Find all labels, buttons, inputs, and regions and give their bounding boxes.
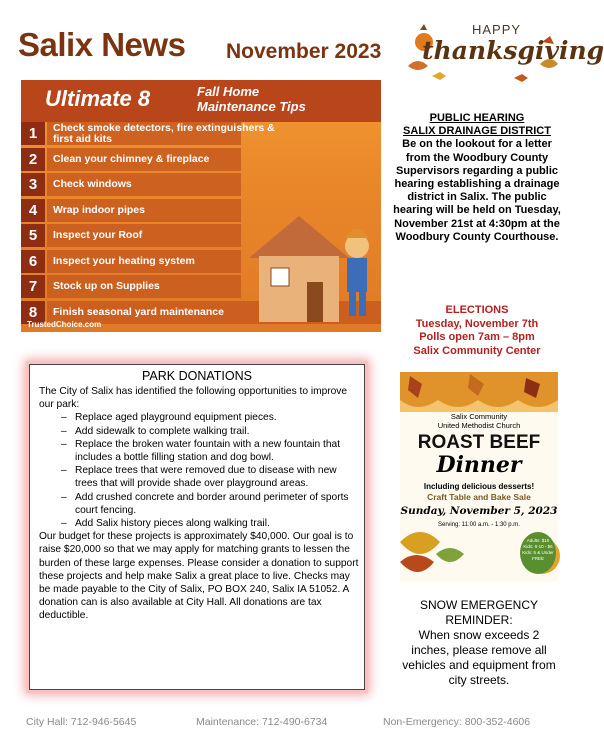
price-free: FREE [531, 556, 544, 561]
list-item: – Replace trees that were removed due to disease with new trees that will provide shade over playground areas. [75, 464, 359, 490]
tip-text: Inspect your heating system [53, 254, 195, 267]
dinner-price-badge [520, 532, 556, 574]
roast-beef-dinner-flyer [400, 372, 558, 582]
elections-notice [393, 304, 561, 358]
tip-row [21, 173, 381, 196]
snow-heading: SNOW EMERGENCY REMINDER: [419, 598, 538, 627]
hearing-body: Be on the lookout for a letter from the Woodbury County Supervisors regarding a public hearing establishing a drainage district in Salix. The public hearing will be held on Tuesday, November 21st at 4:30pm at the Woodbury County Courthouse. [393, 138, 561, 243]
tip-text: Clean your chimney & fireplace [53, 152, 210, 165]
elections-hours: Polls open 7am – 8pm [419, 331, 535, 344]
tip-text: Check windows [53, 178, 132, 190]
dinner-date: Sunday, November 5, 2023 [400, 505, 558, 517]
thanksgiving-graphic [402, 20, 604, 84]
poster-brand: TrustedChoice.com [27, 320, 102, 329]
list-item: – Add crushed concrete and border around perimeter of sports court fencing. [75, 491, 359, 517]
city-hall-phone: City Hall: 712-946-5645 [26, 716, 137, 728]
dinner-sale: Craft Table and Bake Sale [427, 492, 531, 502]
tip-number: 2 [21, 148, 45, 171]
dinner-desserts: Including delicious desserts! [423, 482, 535, 491]
tip-number: 3 [21, 173, 45, 196]
public-hearing-notice [393, 112, 561, 244]
tip-row [21, 148, 381, 171]
price-small-kids: Kids: 5 & Under [522, 550, 554, 555]
happy-label: HAPPY [472, 22, 522, 37]
hearing-heading: PUBLIC HEARING [429, 112, 525, 124]
dinner-script-title: Dinner [436, 452, 522, 478]
tip-number: 7 [21, 275, 45, 298]
poster-subtitle-2: Maintenance Tips [197, 99, 306, 114]
tip-number: 5 [21, 224, 45, 247]
list-item: – Replace aged playground equipment pieces. [75, 411, 359, 424]
elections-location: Salix Community Center [413, 344, 541, 357]
snow-emergency-notice [398, 598, 560, 688]
tip-number: 8 [21, 301, 45, 324]
tip-text: Inspect your Roof [53, 229, 143, 241]
poster-subtitle-1: Fall Home [197, 84, 260, 99]
tip-number: 1 [21, 122, 45, 145]
snow-body: When snow exceeds 2 inches, please remove all vehicles and equipment from city streets. [402, 628, 556, 687]
elections-heading: ELECTIONS [445, 304, 509, 316]
dinner-title: ROAST BEEF [417, 432, 541, 453]
newsletter-title: Salix News [18, 26, 186, 63]
park-title: PARK DONATIONS [142, 369, 252, 383]
park-donations-box [29, 364, 365, 690]
park-closing: Our budget for these projects is approximately $40,000. Our goal is to raise $20,000 so that we may apply for matching grants to lessen the burden of these large expenses. Please consider a donation to support these projects and help make Salix a great place to live. Checks may be made payable to the City of Salix, PO BOX 240, Salix IA 51052. A donation can is also available at City Hall. All donations are tax deductible. [39, 531, 359, 622]
poster-title: Ultimate 8 [45, 86, 151, 111]
dinner-org-2: United Methodist Church [437, 421, 521, 430]
dinner-org-1: Salix Community [450, 412, 508, 421]
tip-text: Wrap indoor pipes [53, 203, 145, 216]
price-adults: Adults: $10 [526, 538, 550, 543]
fall-maintenance-poster [21, 80, 381, 332]
park-items [39, 411, 359, 530]
park-body [39, 385, 359, 623]
park-intro: The City of Salix has identified the following opportunities to improve our park: [39, 386, 348, 411]
thanksgiving-label: thanksgiving [422, 36, 604, 65]
list-item: – Replace the broken water fountain with a new fountain that includes a bottle filling station and dog bowl. [75, 438, 359, 464]
non-emergency-phone: Non-Emergency: 800-352-4606 [383, 716, 531, 728]
maintenance-phone: Maintenance: 712-490-6734 [196, 716, 328, 728]
tip-number: 6 [21, 250, 45, 273]
issue-date: November 2023 [226, 40, 382, 63]
dinner-serving: Serving: 11:00 a.m. - 1:30 p.m. [438, 522, 520, 528]
tip-text: Check smoke detectors, fire extinguishers & first aid kits [53, 122, 275, 145]
hearing-subheading: SALIX DRAINAGE DISTRICT [403, 125, 551, 138]
elections-date: Tuesday, November 7th [415, 317, 539, 330]
list-item: – Add sidewalk to complete walking trail. [75, 425, 359, 438]
tip-row [21, 122, 381, 145]
tip-number: 4 [21, 199, 45, 222]
list-item: – Add Salix history pieces along walking trail. [75, 517, 359, 530]
house-illustration [249, 198, 379, 322]
tip-text: Stock up on Supplies [53, 280, 160, 292]
price-kids: Kids: 6-10 - $6 [523, 544, 553, 549]
tip-text: Finish seasonal yard maintenance [53, 305, 224, 318]
